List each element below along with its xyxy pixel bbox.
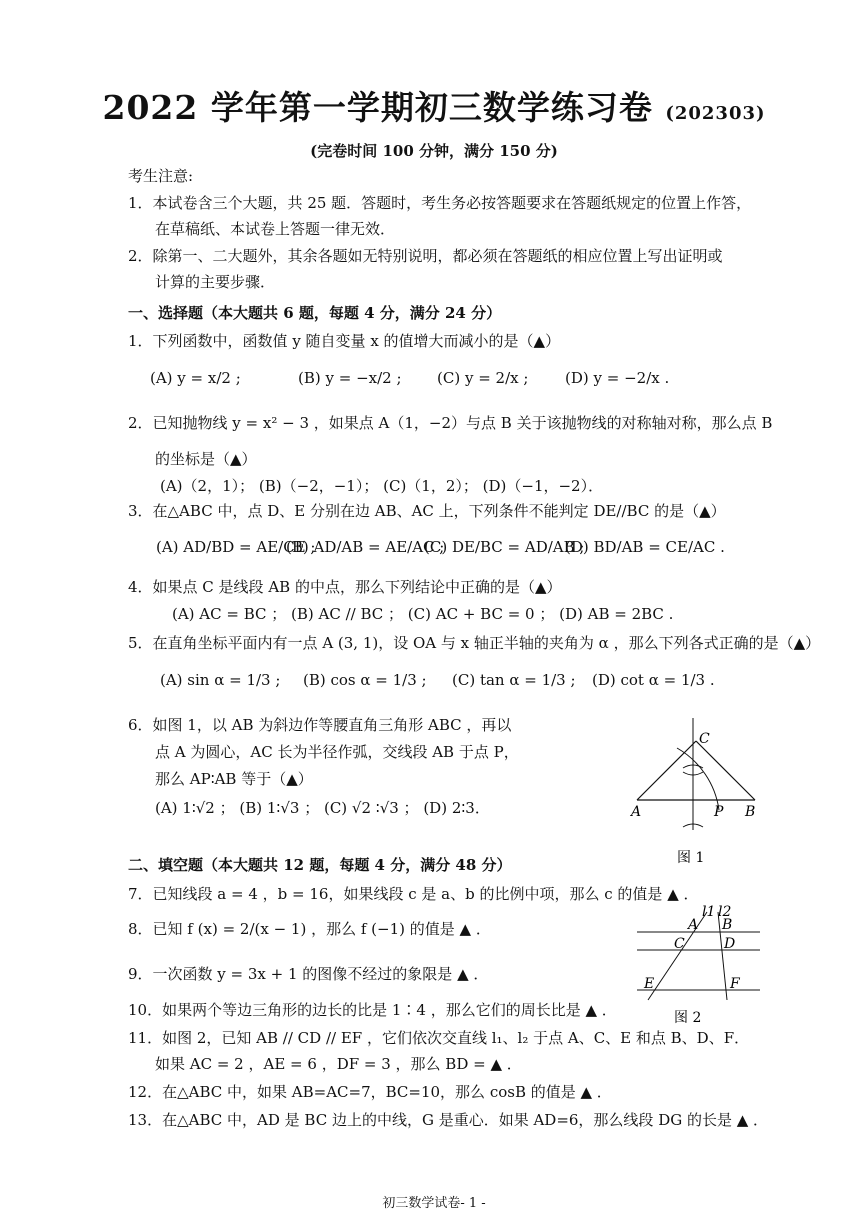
q6-line-1: 6．如图 1，以 AB 为斜边作等腰直角三角形 ABC ，再以: [128, 716, 512, 734]
q1-option-a: (A) y = x/2 ;: [150, 369, 241, 387]
section-1-heading: 一、选择题（本大题共 6 题，每题 4 分，满分 24 分）: [128, 304, 502, 322]
page-footer: 初三数学试卷- 1 -: [382, 1196, 486, 1211]
q2-stem-2: 的坐标是（▲）: [155, 450, 257, 468]
q5-option-a: (A) sin α = 1/3 ;: [160, 671, 281, 689]
fig1-label-p: P: [714, 804, 724, 820]
q4-options: (A) AC = BC ； (B) AC // BC ； (C) AC + BC = 0 ； (D) AB = 2BC .: [172, 605, 674, 623]
q11-line-2: 如果 AC = 2 ，AE = 6 ，DF = 3 ，那么 BD = ▲ ．: [155, 1055, 522, 1073]
q11-line-1: 11．如图 2，已知 AB // CD // EF ，它们依次交直线 l₁、l₂ 于点 A、C、E 和点 B、D、F．: [128, 1029, 750, 1047]
q5-option-c: (C) tan α = 1/3 ;: [452, 671, 576, 689]
fig2-label-a: A: [688, 917, 699, 933]
fig2-caption: 图 2: [674, 1010, 702, 1026]
figure-2: [632, 898, 764, 1028]
notice-item-2b: 计算的主要步骤．: [155, 273, 276, 291]
q12: 12．在△ABC 中，如果 AB=AC=7，BC=10，那么 cosB 的值是 ▲ ．: [128, 1083, 612, 1101]
fig2-label-l2: l2: [718, 904, 732, 920]
fig2-label-l1: l1: [702, 904, 716, 920]
fig2-line-l1: [648, 912, 707, 1000]
q9: 9．一次函数 y = 3x + 1 的图像不经过的象限是 ▲ ．: [128, 965, 489, 983]
q3-option-c: (C) DE/BC = AD/AB ;: [424, 538, 585, 556]
q3-option-d: (D) BD/AB = CE/AC .: [565, 538, 725, 556]
fig1-caption: 图 1: [677, 850, 705, 866]
q2-options: (A)（2，1）； (B)（−2，−1）； (C)（1，2）； (D)（−1，−2）．: [160, 477, 604, 495]
fig1-segment-bc: [696, 741, 755, 800]
q1-option-b: (B) y = −x/2 ;: [298, 369, 402, 387]
q3-option-a: (A) AD/BD = AE/CE ;: [156, 538, 316, 556]
q2-stem: 2．已知抛物线 y = x² − 3 ，如果点 A（1，−2）与点 B 关于该抛物线的对称轴对称，那么点 B: [128, 414, 773, 432]
fig2-label-b: B: [722, 917, 733, 933]
q10: 10．如果两个等边三角形的边长的比是 1∶4 ，那么它们的周长比是 ▲ ．: [128, 1001, 617, 1019]
q1-option-d: (D) y = −2/x .: [565, 369, 670, 387]
fig2-label-c: C: [674, 936, 685, 952]
title-code: (202303): [665, 103, 766, 124]
fig1-segment-ac: [637, 741, 696, 800]
fig2-label-d: D: [724, 936, 736, 952]
q1-stem: 1．下列函数中，函数值 y 随自变量 x 的值增大而减小的是（▲）: [128, 332, 561, 350]
fig2-label-f: F: [730, 976, 740, 992]
q6-line-2: 点 A 为圆心，AC 长为半径作弧，交线段 AB 于点 P，: [155, 743, 519, 761]
q7: 7．已知线段 a = 4 ，b = 16，如果线段 c 是 a、b 的比例中项，那么 c 的值是 ▲ ．: [128, 885, 699, 903]
q5-option-b: (B) cos α = 1/3 ;: [303, 671, 427, 689]
section-2-heading: 二、填空题（本大题共 12 题，每题 4 分，满分 48 分）: [128, 856, 512, 874]
fig2-label-e: E: [644, 976, 655, 992]
q8: 8．已知 f (x) = 2/(x − 1) ，那么 f (−1) 的值是 ▲ ．: [128, 920, 491, 938]
q3-stem: 3．在△ABC 中，点 D、E 分别在边 AB、AC 上，下列条件不能判定 DE//BC 的是（▲）: [128, 502, 726, 520]
page-title: [0, 82, 868, 129]
exam-subtitle: (完卷时间 100 分钟，满分 150 分): [310, 142, 558, 160]
fig1-label-b: B: [745, 804, 756, 820]
q6-options: (A) 1∶√2 ； (B) 1∶√3 ； (C) √2 ∶√3 ； (D) 2∶3．: [155, 799, 490, 817]
notice-item-2a: 2．除第一、二大题外，其余各题如无特别说明，都必须在答题纸的相应位置上写出证明或: [128, 247, 723, 265]
q5-option-d: (D) cot α = 1/3 .: [592, 671, 715, 689]
q13: 13．在△ABC 中，AD 是 BC 边上的中线，G 是重心．如果 AD=6，那么线段 DG 的长是 ▲ ．: [128, 1111, 769, 1129]
notice-item-1a: 1．本试卷含三个大题，共 25 题．答题时，考生务必按答题要求在答题纸规定的位置上作答，: [128, 194, 752, 212]
q4-stem: 4．如果点 C 是线段 AB 的中点，那么下列结论中正确的是（▲）: [128, 578, 562, 596]
notice-item-1b: 在草稿纸、本试卷上答题一律无效．: [155, 220, 396, 238]
q5-stem: 5．在直角坐标平面内有一点 A (3, 1)，设 OA 与 x 轴正半轴的夹角为 α ，那么下列各式正确的是（▲）: [128, 634, 821, 652]
title-text: 2022 学年第一学期初三数学练习卷: [102, 88, 653, 127]
q6-line-3: 那么 AP∶AB 等于（▲）: [155, 770, 313, 788]
q3-option-b: (B) AD/AB = AE/AC ;: [286, 538, 445, 556]
figure-1: [625, 710, 770, 870]
fig1-label-a: A: [631, 804, 642, 820]
notice-heading: 考生注意:: [128, 167, 194, 185]
q1-option-c: (C) y = 2/x ;: [437, 369, 529, 387]
fig1-label-c: C: [699, 731, 710, 747]
